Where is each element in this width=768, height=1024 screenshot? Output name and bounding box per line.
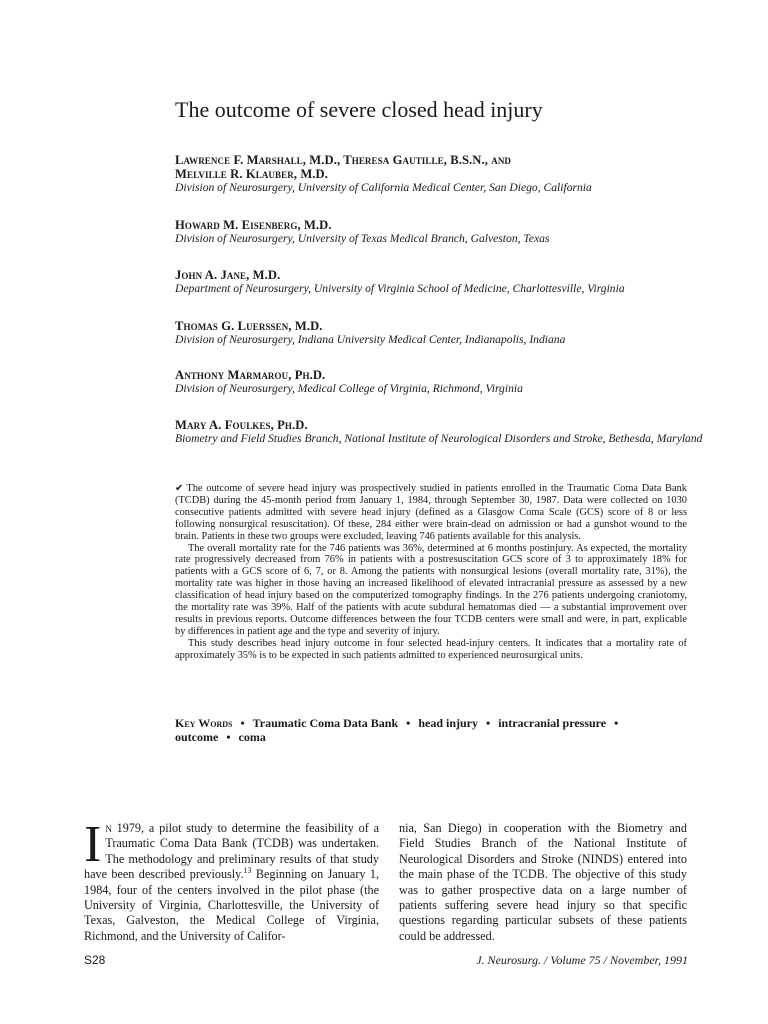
author-group-4 — [175, 319, 715, 346]
keyword-separator: • — [614, 716, 619, 730]
author-affiliation: Division of Neurosurgery, Medical College of Virginia, Richmond, Virginia — [175, 382, 523, 395]
author-names: Lawrence F. Marshall, M.D., Theresa Gautille, B.S.N., and — [175, 153, 512, 167]
keyword-separator: • — [226, 730, 231, 744]
drop-cap: I — [84, 816, 102, 873]
body-column-left — [84, 816, 379, 944]
journal-citation: J. Neurosurg. / Volume 75 / November, 1991 — [476, 953, 688, 967]
abstract-text: The outcome of severe head injury was prospectively studied in patients enrolled in the Traumatic Coma Data Bank (TCDB) during the 45-month period from January 1, 1984, through September 30, 1987. Data were collected on 1030 consecutive patients admitted with severe head injury (defined as a Glasgow Coma Scale (GCS) score of 8 or less following nonsurgical resuscitation). Of these, 284 either were brain-dead on admission or had a gunshot wound to the brain. Patients in these two groups were excluded, leaving 746 patients available for this analysis. — [175, 483, 687, 542]
author-names: Mary A. Foulkes, Ph.D. — [175, 418, 308, 432]
keyword-separator: • — [240, 716, 245, 730]
body-text: Beginning on January 1, 1984, four of the centers involved in the pilot phase (the University of Virginia, Charlottesville, the University of Texas, Galveston, the Medical College of Virginia, Richmond, and the University of Califor- — [84, 867, 379, 943]
body-column-right — [399, 821, 687, 944]
author-names: Anthony Marmarou, Ph.D. — [175, 368, 326, 382]
abstract — [175, 483, 687, 662]
author-affiliation: Division of Neurosurgery, Indiana University Medical Center, Indianapolis, Indiana — [175, 333, 566, 346]
author-names: John A. Jane, M.D. — [175, 268, 281, 282]
body-paragraph — [84, 816, 379, 944]
keyword: coma — [238, 730, 266, 744]
author-affiliation: Biometry and Field Studies Branch, National Institute of Neurological Disorders and Stroke, Bethesda, Maryland — [175, 432, 703, 445]
author-affiliation: Division of Neurosurgery, University of Texas Medical Branch, Galveston, Texas — [175, 232, 550, 245]
abstract-paragraph-1 — [175, 483, 687, 543]
key-words — [175, 716, 687, 744]
author-group-2 — [175, 218, 715, 245]
intro-smallcaps: n — [105, 821, 112, 835]
article-title: The outcome of severe closed head injury — [175, 97, 543, 122]
keyword-separator: • — [406, 716, 411, 730]
author-group-3 — [175, 268, 715, 295]
author-names: Howard M. Eisenberg, M.D. — [175, 218, 332, 232]
author-group-1 — [175, 153, 715, 194]
keyword: intracranial pressure — [498, 716, 607, 730]
body-text: 1979, a pilot study to determine the feasibility of a Traumatic Coma Data Bank (TCDB) was undertaken. The methodology and preliminary results of that study have been described previously. — [84, 821, 379, 882]
author-names: Melville R. Klauber, M.D. — [175, 167, 328, 181]
reference-superscript: 13 — [243, 866, 252, 876]
body-paragraph: nia, San Diego) in cooperation with the Biometry and Field Studies Branch of the National Institute of Neurological Disorders and Stroke (NINDS) entered into the main phase of the TCDB. The objective of this study was to gather prospective data on a large number of patients suffering severe head injury so that specific questions regarding particular subsets of these patients could be addressed. — [399, 821, 687, 943]
page-number: S28 — [84, 953, 106, 967]
author-group-5 — [175, 368, 715, 395]
key-words-heading: Key Words — [175, 716, 233, 730]
author-group-6 — [175, 418, 715, 445]
keyword-separator: • — [486, 716, 491, 730]
author-affiliation: Division of Neurosurgery, University of California Medical Center, San Diego, California — [175, 181, 592, 194]
abstract-paragraph-3: This study describes head injury outcome in four selected head-injury centers. It indicates that a mortality rate of approximately 35% is to be expected in such patients admitted to experienced neurosurgical units. — [175, 637, 687, 661]
abstract-paragraph-2: The overall mortality rate for the 746 patients was 36%, determined at 6 months postinjury. As expected, the mortality rate progressively decreased from 76% in patients with a postresuscitation GCS score of 3 to approximately 18% for patients with a GCS score of 6, 7, or 8. Among the patients with nonsurgical lesions (overall mortality rate, 31%), the mortality rate was higher in those having an increased likelihood of elevated intracranial pressure as assessed by a new classification of head injury based on the computerized tomography findings. In the 276 patients undergoing craniotomy, the mortality rate was 39%. Half of the patients with acute subdural hematomas died — a substantial improvement over results in previous reports. Outcome differences between the four TCDB centers were small and were, in part, explicable by differences in patient age and the type and severity of injury. — [175, 542, 687, 637]
author-names: Thomas G. Luerssen, M.D. — [175, 319, 323, 333]
keyword: Traumatic Coma Data Bank — [252, 716, 399, 730]
keyword: outcome — [175, 730, 219, 744]
keyword: head injury — [418, 716, 479, 730]
checkmark-icon: ✔ — [175, 483, 184, 494]
author-affiliation: Department of Neurosurgery, University of Virginia School of Medicine, Charlottesville, Virginia — [175, 282, 625, 295]
